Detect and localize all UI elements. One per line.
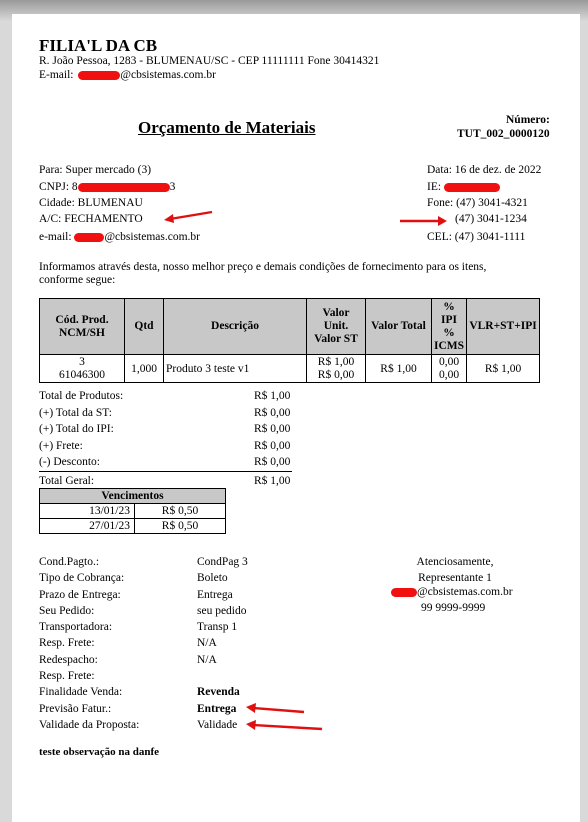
col-perc-line1: %	[443, 300, 455, 313]
annotation-arrow-left-icon	[162, 207, 214, 227]
numero-label: Número:	[506, 114, 550, 126]
cond-label: Finalidade Venda:	[39, 686, 123, 699]
cell-vst-value: R$ 0,00	[317, 368, 355, 381]
col-vtotal: Valor Total	[366, 299, 432, 355]
vencimentos-title: Vencimentos	[40, 489, 226, 504]
cond-value: seu pedido	[197, 604, 247, 617]
client-cnpj	[39, 181, 175, 193]
annotation-arrow-right-icon	[398, 211, 450, 231]
col-perc-line2: IPI	[441, 313, 457, 326]
redaction-mark	[78, 71, 120, 80]
table-row	[40, 519, 226, 534]
total-label: (-) Desconto:	[39, 456, 100, 469]
redaction-mark	[78, 183, 170, 192]
cond-label: Cond.Pagto.:	[39, 556, 100, 568]
numero-value: TUT_002_0000120	[457, 128, 550, 140]
redaction-mark	[444, 183, 500, 192]
cond-label: Resp. Frete:	[39, 670, 95, 683]
total-value: R$ 0,00	[254, 439, 291, 452]
intro-line-1: Informamos através desta, nosso melhor preço e demais condições de fornecimento para os itens,	[39, 261, 487, 273]
total-label: Total de Produtos:	[39, 390, 124, 402]
venc-value: R$ 0,50	[135, 519, 226, 534]
col-vunit-line3: Valor ST	[314, 333, 358, 345]
cond-value: N/A	[197, 637, 217, 650]
signature-block	[392, 554, 518, 587]
cell-ncm-value: 61046300	[59, 368, 105, 381]
cond-value	[197, 668, 248, 684]
client-email	[39, 231, 200, 243]
redaction-mark	[391, 588, 417, 597]
client-email-domain: @cbsistemas.com.br	[104, 231, 200, 243]
col-perc-line3: %	[443, 326, 455, 339]
cond-value: Revenda	[197, 686, 240, 699]
cell-vtotal: R$ 1,00	[366, 355, 432, 383]
cell-qtd: 1,000	[125, 355, 164, 383]
cond-label: Redespacho:	[39, 653, 98, 666]
signature-email	[391, 586, 513, 598]
col-vlr: VLR+ST+IPI	[467, 299, 540, 355]
col-desc: Descrição	[164, 299, 307, 355]
col-vunit-line2: Unit.	[323, 320, 349, 332]
signature-phone: 99 9999-9999	[421, 602, 486, 614]
cell-icms-value: 0,00	[438, 368, 460, 381]
client-cnpj-label: CNPJ: 8	[39, 181, 78, 193]
company-email-domain: @cbsistemas.com.br	[120, 69, 216, 81]
document-page	[12, 14, 580, 822]
conditions-labels	[39, 554, 139, 733]
client-cidade: Cidade: BLUMENAU	[39, 197, 143, 209]
col-vunit-line1: Valor	[322, 307, 350, 319]
company-email-label: E-mail:	[39, 69, 74, 81]
client-fone: Fone: (47) 3041-4321	[427, 197, 528, 209]
cell-cod	[40, 355, 125, 383]
total-label: (+) Total da ST:	[39, 406, 112, 419]
client-fone2: (47) 3041-1234	[455, 213, 527, 225]
client-ie	[427, 181, 500, 193]
cond-value: Entrega	[197, 588, 233, 601]
company-name: FILIA'L DA CB	[39, 36, 158, 55]
totals-values	[254, 388, 290, 471]
signature-email-domain: @cbsistemas.com.br	[417, 586, 513, 598]
cond-label: Validade da Proposta:	[39, 718, 140, 731]
company-email	[39, 69, 216, 81]
annotation-arrow-left-icon	[244, 701, 306, 717]
total-value: R$ 0,00	[254, 406, 291, 419]
total-value: R$ 0,00	[254, 456, 291, 469]
redaction-mark	[74, 233, 104, 242]
items-table	[39, 298, 540, 383]
client-ac: A/C: FECHAMENTO	[39, 213, 143, 225]
cond-value: Entrega	[197, 702, 237, 715]
cell-perc	[432, 355, 467, 383]
cond-label: Seu Pedido:	[39, 604, 95, 617]
col-perc-line4: ICMS	[434, 339, 465, 352]
client-ie-label: IE:	[427, 181, 442, 193]
totals-divider	[39, 471, 292, 472]
client-cel: CEL: (47) 3041-1111	[427, 231, 526, 243]
cell-vunit-value: R$ 1,00	[317, 355, 355, 368]
conditions-values	[197, 554, 248, 733]
company-address: R. João Pessoa, 1283 - BLUMENAU/SC - CEP 11111111 Fone 30414321	[39, 55, 380, 67]
total-geral-label: Total Geral:	[39, 475, 95, 487]
totals-labels	[39, 388, 123, 471]
signature-greeting: Atenciosamente,	[416, 556, 494, 568]
cond-label: Transportadora:	[39, 621, 113, 634]
client-email-label: e-mail:	[39, 231, 72, 243]
annotation-arrow-left-icon	[244, 717, 324, 733]
intro-line-2: conforme segue:	[39, 274, 116, 286]
items-table-header	[40, 299, 540, 355]
cell-vlr: R$ 1,00	[467, 355, 540, 383]
vencimentos-table	[39, 488, 226, 534]
total-value: R$ 1,00	[254, 390, 291, 402]
cell-ipi-value: 0,00	[438, 355, 460, 368]
venc-date: 13/01/23	[40, 504, 135, 519]
col-cod-line2: NCM/SH	[59, 326, 105, 339]
total-geral-value: R$ 1,00	[254, 475, 291, 487]
observacao: teste observação na danfe	[39, 746, 160, 758]
cond-label: Tipo de Cobrança:	[39, 572, 125, 585]
col-cod	[40, 299, 125, 355]
col-qtd: Qtd	[125, 299, 164, 355]
cell-desc: Produto 3 teste v1	[164, 355, 307, 383]
venc-date: 27/01/23	[40, 519, 135, 534]
venc-value: R$ 0,50	[135, 504, 226, 519]
col-cod-line1: Cód. Prod.	[55, 313, 109, 326]
doc-date: Data: 16 de dez. de 2022	[427, 164, 542, 176]
col-vunit	[307, 299, 366, 355]
cell-cod-value: 3	[79, 355, 85, 368]
cond-value: CondPag 3	[197, 556, 248, 568]
total-label: (+) Frete:	[39, 439, 83, 452]
cell-vunit	[307, 355, 366, 383]
total-label: (+) Total do IPI:	[39, 423, 114, 436]
cond-label: Previsão Fatur.:	[39, 702, 112, 715]
client-cnpj-end: 3	[169, 181, 176, 193]
cond-label: Prazo de Entrega:	[39, 588, 121, 601]
table-row	[40, 355, 540, 383]
signature-rep: Representante 1	[418, 572, 492, 585]
cond-value: N/A	[197, 653, 217, 666]
cond-value: Boleto	[197, 572, 228, 585]
total-value: R$ 0,00	[254, 423, 291, 436]
document-title: Orçamento de Materiais	[138, 118, 316, 137]
client-para: Para: Super mercado (3)	[39, 164, 152, 176]
col-perc	[432, 299, 467, 355]
cond-value: Transp 1	[197, 621, 238, 634]
table-row	[40, 504, 226, 519]
cond-label: Resp. Frete:	[39, 637, 95, 650]
cond-value: Validade	[197, 718, 238, 731]
